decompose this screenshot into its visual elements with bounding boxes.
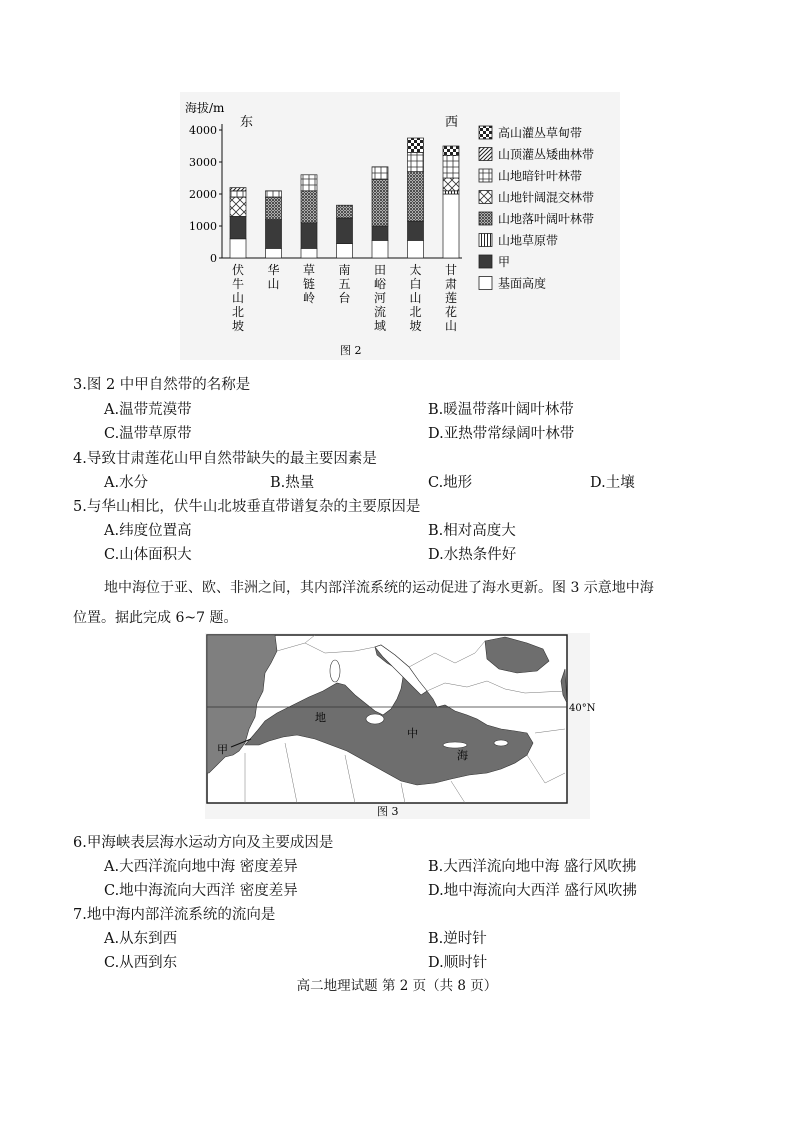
category-label: 伏 (231, 263, 245, 277)
legend-label: 甲 (498, 255, 511, 269)
category-label: 山 (231, 291, 245, 305)
legend-label: 山地暗针叶林带 (498, 169, 583, 183)
bar-segment (266, 248, 282, 258)
q4-option-c: C.地形 (428, 475, 473, 491)
island-sardinia (330, 660, 340, 682)
sea-char-1: 地 (315, 711, 326, 724)
q5-option-d: D.水热条件好 (428, 547, 517, 563)
category-label: 北 (231, 305, 245, 319)
bar-segment (266, 220, 282, 249)
legend-swatch (479, 191, 492, 204)
q3-option-a: A.温带荒漠带 (104, 402, 192, 418)
passage-line-1: 地中海位于亚、欧、非洲之间，其内部洋流系统的运动促进了海水更新。图 3 示意地中海 (104, 580, 654, 596)
y-tick-label: 2000 (189, 188, 217, 201)
q3-option-c: C.温带草原带 (104, 426, 192, 442)
bar-segment (301, 175, 317, 191)
q5-option-b: B.相对高度大 (428, 523, 516, 539)
category-label: 太 (409, 263, 422, 277)
bar-segment (372, 167, 388, 180)
category-label: 岭 (302, 291, 316, 305)
bar-segment (230, 216, 246, 238)
sea-char-3: 海 (457, 749, 468, 762)
category-label: 域 (373, 319, 387, 333)
figure-2-caption: 图 2 (340, 344, 362, 357)
strait-label-jia: 甲 (217, 743, 228, 756)
bar-segment (372, 180, 388, 226)
bar-segment (301, 223, 317, 249)
bar-segment (372, 240, 388, 258)
category-label: 白 (409, 277, 422, 291)
category-label: 山 (267, 277, 280, 291)
y-tick-label: 1000 (189, 220, 217, 233)
bar-segment (337, 205, 353, 218)
y-tick-label: 3000 (189, 156, 217, 169)
category-label: 牛 (231, 277, 245, 291)
legend-swatch (479, 255, 492, 268)
category-label: 台 (338, 291, 351, 305)
category-label: 五 (338, 277, 351, 291)
island-cyprus (494, 740, 508, 746)
y-tick-label: 4000 (189, 124, 217, 137)
category-label: 草 (302, 263, 316, 277)
legend-swatch (479, 169, 492, 182)
category-label: 坡 (231, 319, 245, 333)
question-6-stem: 6.甲海峡表层海水运动方向及主要成因是 (73, 835, 334, 851)
category-label: 肃 (444, 277, 458, 291)
category-label: 南 (338, 263, 351, 277)
island-crete (443, 742, 467, 748)
category-label: 北 (409, 305, 422, 319)
legend-label: 山地针阔混交林带 (498, 190, 595, 205)
bar-segment (443, 178, 459, 191)
category-label: 河 (373, 291, 387, 305)
bar-segment (230, 239, 246, 258)
label-west: 西 (445, 115, 459, 130)
q7-option-d: D.顺时针 (428, 955, 488, 971)
bar-segment (230, 188, 246, 191)
q7-option-b: B.逆时针 (428, 931, 487, 947)
bar-segment (372, 226, 388, 240)
category-label: 链 (302, 277, 316, 291)
bar-segment (301, 191, 317, 223)
question-3-stem: 3.图 2 中甲自然带的名称是 (73, 377, 251, 393)
bar-segment (408, 240, 424, 258)
q3-option-b: B.暖温带落叶阔叶林带 (428, 402, 574, 418)
bar-segment (230, 197, 246, 216)
bar-segment (301, 248, 317, 258)
label-east: 东 (240, 115, 254, 130)
q4-option-a: A.水分 (104, 475, 149, 491)
bar-segment (230, 191, 246, 197)
category-label: 流 (373, 305, 387, 319)
y-axis-label: 海拔/m (185, 101, 225, 115)
bar-segment (443, 156, 459, 178)
sea-char-2: 中 (407, 727, 418, 740)
legend-swatch (479, 234, 492, 247)
island-sicily (366, 714, 384, 724)
q7-option-a: A.从东到西 (104, 931, 178, 947)
bar-segment (337, 218, 353, 244)
category-label: 峪 (373, 277, 387, 291)
bar-segment (408, 172, 424, 222)
legend-swatch (479, 126, 492, 139)
legend-label: 高山灌丛草甸带 (498, 126, 583, 140)
lat-label: 40°N (569, 703, 596, 714)
figure-3-map (205, 633, 596, 819)
bar-segment (337, 244, 353, 258)
bar-segment (408, 152, 424, 171)
bar-segment (443, 146, 459, 156)
category-label: 花 (444, 305, 458, 319)
legend-swatch (479, 212, 492, 225)
q6-option-b: B.大西洋流向地中海 盛行风吹拂 (428, 859, 637, 875)
q5-option-a: A.纬度位置高 (104, 523, 192, 539)
q4-option-d: D.土壤 (590, 475, 635, 491)
bar-segment (443, 191, 459, 194)
bar-segment (443, 194, 459, 258)
y-tick-label: 0 (210, 252, 217, 265)
legend-swatch (479, 277, 492, 290)
category-label: 甘 (444, 263, 458, 277)
bar-segment (266, 191, 282, 197)
q3-option-d: D.亚热带常绿阔叶林带 (428, 426, 575, 442)
q6-option-d: D.地中海流向大西洋 盛行风吹拂 (428, 883, 637, 899)
legend-swatch (479, 148, 492, 161)
category-label: 山 (444, 319, 458, 333)
figure-2-chart (180, 92, 620, 360)
figure-3-caption: 图 3 (377, 805, 399, 818)
legend-label: 山顶灌丛矮曲林带 (498, 147, 595, 162)
question-7-stem: 7.地中海内部洋流系统的流向是 (73, 907, 276, 923)
category-label: 坡 (409, 319, 422, 333)
legend-label: 基面高度 (498, 276, 547, 291)
question-4-stem: 4.导致甘肃莲花山甲自然带缺失的最主要因素是 (73, 451, 377, 467)
q5-option-c: C.山体面积大 (104, 547, 192, 563)
category-label: 山 (409, 291, 422, 305)
question-5-stem: 5.与华山相比，伏牛山北坡垂直带谱复杂的主要原因是 (73, 499, 421, 515)
passage-line-2: 位置。据此完成 6~7 题。 (73, 610, 238, 626)
bar-segment (408, 221, 424, 240)
bar-segment (408, 138, 424, 152)
q4-option-b: B.热量 (270, 475, 315, 491)
q7-option-c: C.从西到东 (104, 955, 178, 971)
legend-label: 山地落叶阔叶林带 (498, 212, 595, 226)
bar-segment (266, 197, 282, 219)
category-label: 华 (267, 263, 280, 277)
category-label: 莲 (444, 291, 458, 305)
q6-option-a: A.大西洋流向地中海 密度差异 (104, 859, 298, 875)
q6-option-c: C.地中海流向大西洋 密度差异 (104, 883, 298, 899)
category-label: 田 (373, 263, 387, 277)
legend-label: 山地草原带 (498, 233, 559, 248)
page-footer: 高二地理试题 第 2 页（共 8 页） (296, 978, 498, 994)
